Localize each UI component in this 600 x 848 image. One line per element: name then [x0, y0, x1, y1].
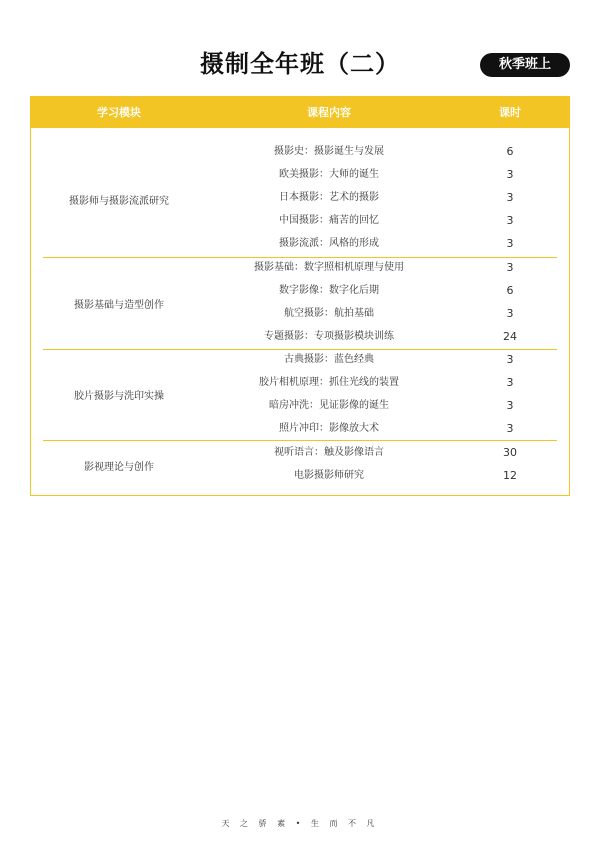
- course-hours: 3: [506, 353, 514, 366]
- course-content: 摄影史：摄影诞生与发展: [274, 146, 384, 157]
- course-hours: 3: [506, 168, 514, 181]
- table-row: [207, 302, 569, 325]
- course-hours: 24: [503, 330, 517, 343]
- course-content: 专题摄影：专项摄影模块训练: [264, 331, 394, 342]
- module-name: 影视理论与创作: [84, 462, 154, 473]
- course-content: 胶片相机原理：抓住光线的装置: [259, 377, 399, 388]
- course-hours: 3: [506, 307, 514, 320]
- header-hours: 课时: [499, 106, 521, 119]
- course-hours: 6: [506, 145, 514, 158]
- course-hours: 3: [506, 376, 514, 389]
- footer-slogan: 天 之 骄 素 • 生 而 不 凡: [221, 819, 379, 828]
- table-row: [207, 256, 569, 279]
- table-row: [207, 163, 569, 186]
- course-content: 中国摄影：痛苦的回忆: [279, 215, 379, 226]
- season-badge: 秋季班上: [480, 53, 570, 77]
- course-content: 欧美摄影：大师的诞生: [279, 169, 379, 180]
- table-row: [207, 232, 569, 255]
- course-hours: 3: [506, 214, 514, 227]
- course-hours: 6: [506, 284, 514, 297]
- table-row: [207, 371, 569, 394]
- course-content: 视听语言：触及影像语言: [274, 447, 384, 458]
- course-content: 摄影基础：数字照相机原理与使用: [254, 262, 404, 273]
- course-hours: 12: [503, 469, 517, 482]
- table-row: [207, 209, 569, 232]
- module-group: [31, 348, 569, 440]
- table-row: [207, 464, 569, 487]
- module-group: [31, 140, 569, 255]
- course-content: 航空摄影：航拍基础: [284, 308, 374, 319]
- course-content: 摄影流派：风格的形成: [279, 238, 379, 249]
- table-row: [207, 348, 569, 371]
- module-name: 摄影基础与造型创作: [74, 300, 164, 311]
- header-content: 课程内容: [307, 106, 351, 119]
- course-hours: 3: [506, 237, 514, 250]
- module-name: 胶片摄影与洗印实操: [74, 391, 164, 402]
- course-content: 日本摄影：艺术的摄影: [279, 192, 379, 203]
- page-title: 摄制全年班（二）: [200, 50, 400, 78]
- module-name: 摄影师与摄影流派研究: [69, 196, 169, 207]
- course-table: [30, 96, 570, 496]
- course-content: 暗房冲洗：见证影像的诞生: [269, 400, 389, 411]
- module-group: [31, 256, 569, 348]
- course-hours: 3: [506, 191, 514, 204]
- course-hours: 3: [506, 399, 514, 412]
- table-row: [207, 279, 569, 302]
- course-content: 电影摄影师研究: [294, 470, 364, 481]
- module-group: [31, 441, 569, 487]
- course-content: 古典摄影：蓝色经典: [284, 354, 374, 365]
- table-row: [207, 441, 569, 464]
- course-hours: 30: [503, 446, 517, 459]
- table-row: [207, 417, 569, 440]
- table-row: [207, 186, 569, 209]
- table-row: [207, 140, 569, 163]
- course-hours: 3: [506, 422, 514, 435]
- header-module: 学习模块: [97, 106, 141, 119]
- table-row: [207, 325, 569, 348]
- course-content: 照片冲印：影像放大术: [279, 423, 379, 434]
- table-header: [31, 97, 569, 128]
- table-row: [207, 394, 569, 417]
- course-content: 数字影像：数字化后期: [279, 285, 379, 296]
- course-hours: 3: [506, 261, 514, 274]
